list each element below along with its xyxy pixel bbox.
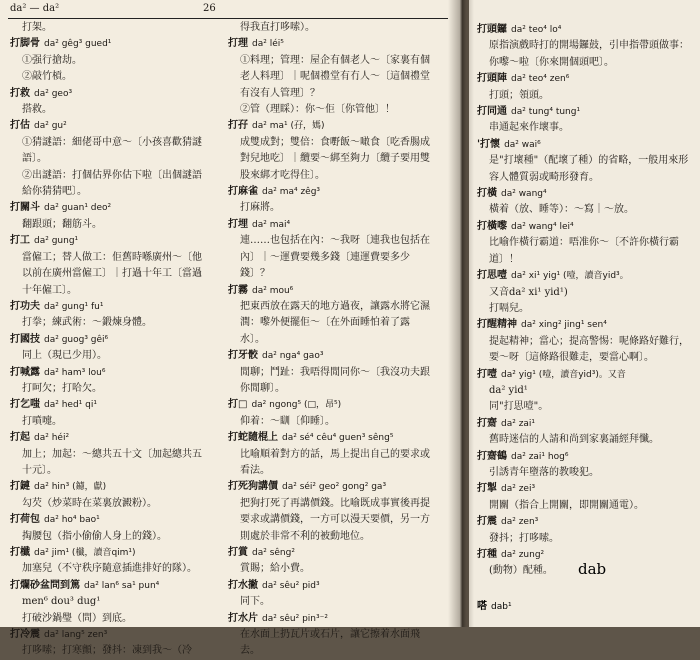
entry-headword: 打蛇隨棍上 <box>228 432 278 444</box>
entry-definition: da² yid¹ <box>489 384 528 396</box>
entry-headword: 打齋鶴 <box>477 450 507 462</box>
entry-definition: 得我直打哆嗦）。 <box>240 22 315 33</box>
entry-definition: 同"打思噎"。 <box>489 401 549 413</box>
entry-definition: 比喻作橫行霸道：唔准你～〔不許你橫行霸道〕！ <box>489 237 679 265</box>
entry-headline <box>228 118 433 134</box>
entry-headword: 打脚骨 <box>10 38 40 50</box>
entry-definition: 是"打壞種"（配壞了種）的省略，一般用來形容人體質弱或畸形發育。 <box>489 155 689 183</box>
entry-definition: 閒聊；鬥趾：我唔得閒同你～〔我沒功夫跟你閒聊〕。 <box>240 366 430 394</box>
entry-definition: 當僱工；替人做工：佢舊時喺廣州～〔他以前在廣州當僱工〕｜打過十年工〔當過十年僱工〕。 <box>22 251 202 296</box>
entry-headline <box>10 365 206 381</box>
entry-definition: 打哆嗦；打寒顫；發抖：凍到我～（冷 <box>22 645 192 657</box>
entry-definition: 勾芡（炒菜時在菜裏放澱粉）。 <box>22 497 157 509</box>
entry-headline <box>10 332 206 348</box>
entry-pronunciation: da² ngong⁵ (□，昂⁵) <box>251 400 342 411</box>
entry-pronunciation: da² guan¹ deo² <box>44 203 112 214</box>
entry-definition: ①强行搶劫。 <box>22 54 82 66</box>
entry-pronunciation: da² ho⁴ bao¹ <box>44 515 100 526</box>
entry-headword: 打□ <box>228 399 248 411</box>
entry-definition: 連……也包括在內：～我呀〔連我也包括在內〕｜～運費要幾多錢〔連運費要多少錢〕？ <box>240 235 430 280</box>
entry-pronunciation: da² hed¹ qi¹ <box>44 400 97 411</box>
entry-pronunciation: da² teo⁴ lo⁴ <box>511 25 562 35</box>
entry-headline <box>477 71 695 87</box>
column-1 <box>10 20 206 660</box>
entry-headline <box>10 299 206 315</box>
entry-headline <box>10 578 206 594</box>
entry-headword: 打孖 <box>228 120 248 132</box>
column-3 <box>477 22 695 580</box>
entry-definition: (動物）配種。 <box>489 565 553 577</box>
entry-definition: 原指演戲時打的開場鑼鼓，引申指帶頭做事：你嚟～啦〔你來開個頭吧〕。 <box>489 40 689 68</box>
entry-definition: 又音da² xi¹ yid¹) <box>489 286 568 298</box>
entry-definition: ①猜謎語：細佬哥中意～〔小孩喜歡猜謎語〕。 <box>22 136 202 165</box>
entry-pronunciation: da² gu² <box>34 121 67 132</box>
entry-pronunciation: da² sé⁴ cêu⁴ guen³ sêng⁵ <box>282 433 394 444</box>
entry-headline <box>477 137 695 153</box>
entry-headline <box>228 479 433 495</box>
entry-definition: 打呵欠；打哈欠。 <box>22 382 102 394</box>
entry-headword: 打喊露 <box>10 366 40 378</box>
entry-pronunciation: da² ma⁴ zêg³ <box>262 187 321 198</box>
entry-pronunciation: da² lang⁵ zen³ <box>44 630 108 641</box>
entry-headword: 打冷震 <box>10 629 40 641</box>
entry-pronunciation: da² zen³ <box>501 517 539 528</box>
entry-pronunciation: da² gêg³ gued¹ <box>44 39 112 50</box>
entry-definition: 把東西放在露天的地方過夜，讓露水將它濕潤：嚟外便擺佢～〔在外面睡怕着了露水〕。 <box>240 300 430 345</box>
book-gutter <box>448 0 474 627</box>
entry-definition: 舊時迷信的人請和尚到家裏誦經拜懺。 <box>489 434 659 446</box>
entry-headline <box>477 317 695 333</box>
entry-pronunciation: da² geo³ <box>34 88 73 99</box>
header-rule <box>8 18 448 19</box>
entry-headword: 打荷包 <box>10 514 40 526</box>
entry-headword: 打頭陣 <box>477 73 507 85</box>
entry-definition: 提起精神；當心；提高警惕：呢條路好難行，要～呀〔這條路很難走，要當心啊〕。 <box>489 335 689 364</box>
entry-definition: 引誘青年墮落的教唆犯。 <box>489 466 599 478</box>
entry-definition: 打麻將。 <box>240 202 280 214</box>
entry-definition: ②出謎語：打個估界你估下啦〔出個謎語給你猜猜吧〕。 <box>22 169 202 198</box>
entry-pronunciation: da² gung¹ <box>34 236 79 247</box>
entry-headword: 打水片 <box>228 612 258 624</box>
entry-definition: ②敲竹槓。 <box>22 71 72 83</box>
entry-pronunciation: da² zei³ <box>501 484 536 495</box>
entry-definition: 打架。 <box>22 22 52 33</box>
entry-definition: ①料理；管理：屋企有個老人～〔家裏有個老人料理〕｜呢個禮堂有冇人～〔這個禮堂有沒有人管理〕？ <box>240 54 430 99</box>
entry-definition: 搭救。 <box>22 104 52 116</box>
entry-pronunciation: da² lan⁶ sa¹ pun⁴ <box>84 580 160 591</box>
entry-pronunciation: da² jim¹ (櫼，讀音qim¹) <box>34 548 136 558</box>
entry-headword: 打工 <box>10 235 30 247</box>
entry-headline <box>228 578 433 594</box>
entry-headline <box>228 430 433 446</box>
entry-headword: 打橫 <box>477 188 497 200</box>
entry-headword: 打震 <box>477 516 497 528</box>
entry-headline <box>228 545 433 561</box>
entry-headline <box>477 186 695 202</box>
entry-pronunciation: da² gung¹ fu¹ <box>44 301 104 312</box>
entry-definition: 比喻順着對方的話，馬上提出自己的要求或看法。 <box>240 448 430 476</box>
entry-headword: 打估 <box>10 120 30 132</box>
entry-headword: 打橫嚟 <box>477 220 507 232</box>
entry-headword: 打醒精神 <box>477 319 517 331</box>
right-page <box>469 0 700 627</box>
entry-headword: 打噎 <box>477 368 497 380</box>
entry-pronunciation: da² tung⁴ tung¹ <box>511 107 581 118</box>
entry-pronunciation: da² zai¹ <box>501 418 536 429</box>
entry-headline <box>477 416 695 432</box>
entry-last <box>477 597 512 612</box>
entry-headword: 打爛砂盆問到篤 <box>10 579 80 591</box>
section-heading: dab <box>578 560 607 578</box>
page-number: 26 <box>203 3 216 14</box>
entry-definition: 賞賜；給小費。 <box>240 563 310 575</box>
entry-pronunciation: da² zai¹ hog⁶ <box>511 451 569 462</box>
entry-headline <box>477 219 695 235</box>
entry-pronunciation: da² séi² geo² gong² ga³ <box>282 482 387 493</box>
entry-headword: 打種 <box>477 549 497 560</box>
entry-headline <box>477 367 695 383</box>
entry-pronunciation: da² wang⁴ <box>501 189 547 200</box>
entry-headword: 打國技 <box>10 333 40 345</box>
entry-definition: 橫着（放、睡等）：～寫｜～放。 <box>489 204 634 216</box>
entry-definition: 開關（指合上開關，即開關通電）。 <box>489 499 644 511</box>
entry-definition: 打噴嚏。 <box>22 415 62 427</box>
entry-definition: 仰着：～瞓〔仰睡〕。 <box>240 415 335 427</box>
entry-definition: ②管（理睬）：你～佢〔你管他〕！ <box>240 104 395 116</box>
entry-definition: 掏腰包（指小偷偷人身上的錢）。 <box>22 530 167 542</box>
entry-headword: 打頭鑼 <box>477 24 507 35</box>
entry-definition: 加塞兒（不守秩序隨意插進排好的隊）。 <box>22 563 197 575</box>
entry-headline <box>10 430 206 446</box>
entry-headline <box>477 514 695 530</box>
entry-headline <box>10 479 206 495</box>
entry-pronunciation: da² mai⁴ <box>252 219 291 230</box>
entry-definition: 翻跟頭；翻筋斗。 <box>22 218 102 230</box>
entry-definition: 加上；加起：～總共五十文〔加起總共五十元〕。 <box>22 448 202 476</box>
entry-headword: 打鏈 <box>10 481 30 493</box>
entry-definition: 同下。 <box>240 596 270 608</box>
entry-definition: men⁶ dou³ dug¹ <box>22 596 101 608</box>
column-2 <box>228 20 433 660</box>
entry-headword: 打死狗講價 <box>228 481 278 493</box>
entry-headline <box>228 397 433 413</box>
entry-headline <box>477 104 695 120</box>
running-header: da² — da² <box>10 3 60 14</box>
entry-headword: 打同通 <box>477 106 507 118</box>
entry-definition: 發抖；打哆嗦。 <box>489 532 559 544</box>
entry-definition: 把狗打死了再講價錢。比喻既成事實後再提要求或講價錢，一方可以漫天要價，另一方則處於非常不利的被動地位。 <box>240 497 430 542</box>
entry-headword: 打霧 <box>228 284 248 296</box>
entry-pronunciation: da² sêng² <box>252 548 295 558</box>
entry-pronunciation: da² hin³ (鑢，獻) <box>34 482 107 493</box>
entry-pronunciation: da² zung² <box>501 550 545 560</box>
entry-headword: 打關斗 <box>10 202 40 214</box>
entry-headword: 打救 <box>10 87 30 99</box>
entry-headword: 打麻雀 <box>228 186 258 198</box>
entry-headline <box>10 397 206 413</box>
entry-definition: 成雙成對；雙倍：食嘢飯～噉食〔吃香腸成對兒地吃〕｜纜要～綁至夠力〔纜子要用雙股來綁才吃得住〕。 <box>240 136 430 181</box>
entry-headline <box>228 36 433 52</box>
entry-pronunciation: da² wai⁶ <box>504 139 541 150</box>
entry-headline <box>10 200 206 216</box>
entry-pronunciation: da² ma¹ (孖，媽) <box>252 121 325 132</box>
entry-definition: 在水面上扔瓦片或石片，讓它擦着水面飛去。 <box>240 629 420 657</box>
entry-headline <box>228 611 433 627</box>
entry-headword: 打齋 <box>477 417 497 429</box>
entry-headline <box>10 86 206 102</box>
entry-headline <box>228 217 433 233</box>
entry-headline <box>228 184 433 200</box>
entry-headline <box>10 36 206 52</box>
entry-headword: 打掣 <box>477 483 497 495</box>
entry-pronunciation: da² héi² <box>34 433 70 444</box>
entry-headword: 打理 <box>228 38 248 50</box>
entry-headline <box>10 512 206 528</box>
entry-pronunciation: da² xing² jing¹ sen⁴ <box>521 320 607 331</box>
entry-headline <box>10 627 206 643</box>
entry-pronunciation: da² guog³ gêi⁶ <box>44 334 109 345</box>
entry-pronunciation: da² sêu² pid³ <box>262 580 320 591</box>
entry-headword: 打櫼 <box>10 547 30 558</box>
entry-definition: 打頭；領頭。 <box>489 89 549 101</box>
entry-pronunciation: da² léi⁵ <box>252 39 284 50</box>
entry-headline <box>10 233 206 249</box>
entry-headword: 打思噎 <box>477 270 507 282</box>
entry-headword: 打牙骹 <box>228 350 258 362</box>
entry-headline <box>477 449 695 465</box>
entry-headword: '打懷 <box>477 138 501 150</box>
entry-pronunciation: dab¹ <box>491 602 512 612</box>
entry-pronunciation: da² mou⁶ <box>252 285 294 296</box>
entry-pronunciation: da² nga⁴ gao³ <box>262 351 324 362</box>
entry-pronunciation: da² wang⁴ lei⁴ <box>511 221 574 232</box>
entry-pronunciation: da² xi¹ yig¹ (噎，讀音yid³。 <box>511 271 629 282</box>
entry-definition: 打嗝兒。 <box>489 302 529 314</box>
entry-definition: 串通起來作壞事。 <box>489 122 569 134</box>
entry-headword: 打功夫 <box>10 300 40 312</box>
entry-definition: 打破沙鍋璺（問）到底。 <box>22 612 132 624</box>
entry-headline <box>477 481 695 497</box>
entry-headline <box>228 348 433 364</box>
entry-headword: 打水撇 <box>228 579 258 591</box>
entry-headword: 嗒 <box>477 601 487 612</box>
entry-headword: 打起 <box>10 432 30 444</box>
entry-headword: 打埋 <box>228 218 248 230</box>
entry-headline <box>477 22 695 38</box>
entry-definition: 打拳；練武術：～鍛煉身體。 <box>22 317 152 329</box>
entry-headline <box>228 283 433 299</box>
entry-pronunciation: da² ham³ lou⁶ <box>44 367 106 378</box>
entry-pronunciation: da² teo⁴ zen⁶ <box>511 74 570 85</box>
entry-headline <box>477 268 695 284</box>
entry-pronunciation: da² yig¹ (噎，讀音yid³)。又音 <box>501 369 626 380</box>
entry-headword: 打乞嗤 <box>10 399 40 411</box>
entry-definition: 同上（現已少用）。 <box>22 350 107 362</box>
entry-headline <box>10 118 206 134</box>
entry-headline <box>10 545 206 561</box>
entry-pronunciation: da² sêu² pin³⁻² <box>262 613 328 624</box>
entry-headword: 打賞 <box>228 547 248 558</box>
